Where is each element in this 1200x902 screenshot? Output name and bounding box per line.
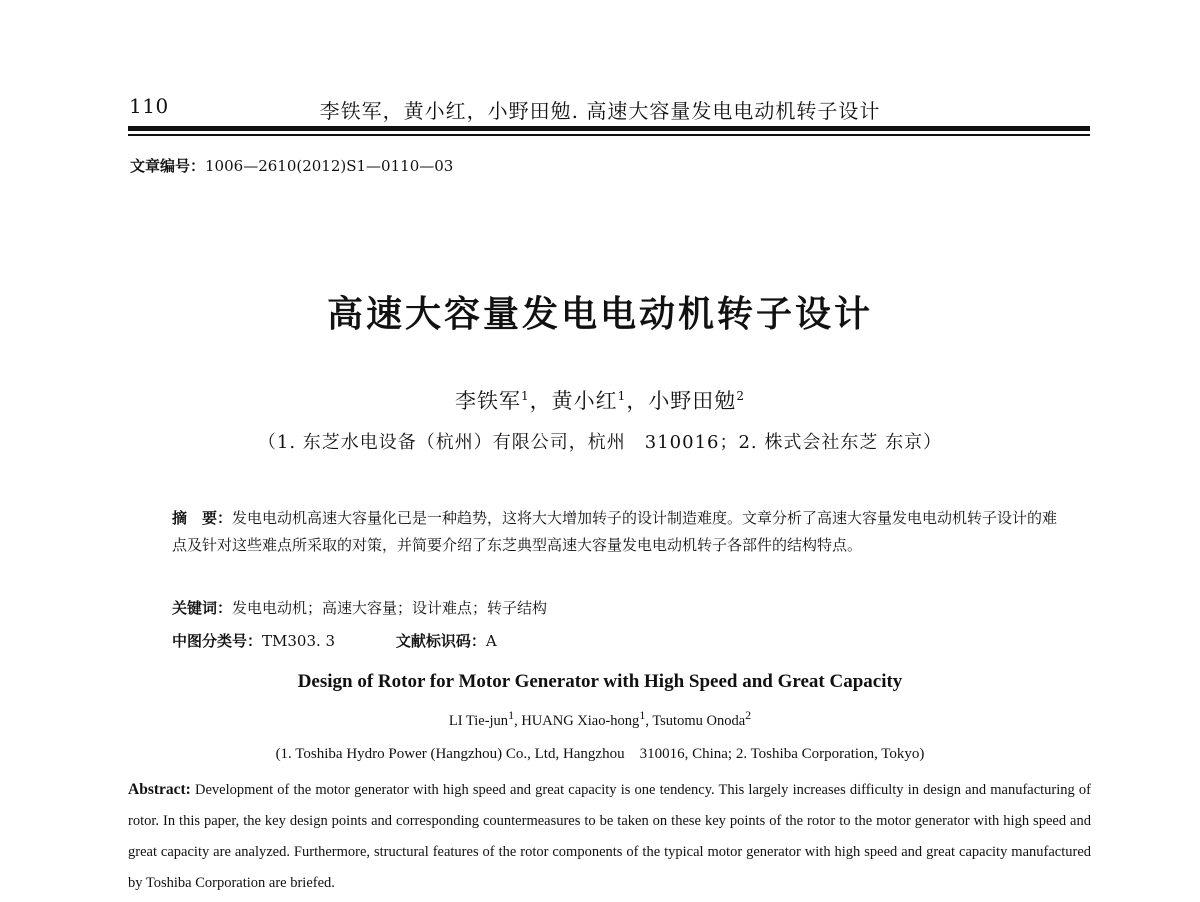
clc-value: TM303. 3 xyxy=(262,632,336,650)
author-affiliation-mark: 1 xyxy=(521,389,530,403)
article-number xyxy=(130,155,453,176)
keywords-zh-text: 发电电动机；高速大容量；设计难点；转子结构 xyxy=(232,599,548,617)
doc-code-value: A xyxy=(485,632,497,650)
authors-zh xyxy=(0,385,1200,415)
doc-code xyxy=(396,632,497,650)
author-affiliation-mark: 2 xyxy=(745,708,752,723)
paper-title-en: Design of Rotor for Motor Generator with High Speed and Great Capacity xyxy=(297,671,903,692)
author-separator: , xyxy=(514,713,522,729)
author-name-en: HUANG Xiao-hong xyxy=(521,713,640,729)
author-name: 黄小红 xyxy=(551,389,618,413)
article-number-value: 1006—2610(2012)S1—0110—03 xyxy=(205,157,454,175)
author-affiliation-mark: 1 xyxy=(639,708,646,723)
abstract-en-text: Development of the motor generator with high speed and great capacity is one tendency. This largely increases difficulty in design and manufacturing of rotor. In this paper, the key design points and corresponding countermeasures to be taken on these key points of the rotor to the motor generator with high speed and great capacity are analyzed. Furthermore, structural features of the rotor components of the typical motor generator with high speed and great capacity manufactured by Toshiba Corporation are briefed. xyxy=(128,782,1092,891)
keywords-zh xyxy=(172,597,547,618)
doc-code-label: 文献标识码： xyxy=(395,632,486,650)
header-rule-thick xyxy=(128,126,1090,131)
abstract-zh-text: 发电电动机高速大容量化已是一种趋势，这将大大增加转子的设计制造难度。文章分析了高速大容量发电电动机转子设计的难点及针对这些难点所采取的对策，并简要介绍了东芝典型高速大容量发电电动机转子各部件的结构特点。 xyxy=(172,509,1058,554)
author-name-en: Tsutomu Onoda xyxy=(652,713,746,729)
abstract-zh xyxy=(172,505,1072,559)
paper-title: 高速大容量发电电动机转子设计 xyxy=(326,294,873,335)
header-rule-thin xyxy=(128,134,1090,136)
author-name: 小野田勉 xyxy=(648,389,737,413)
author-name-en: LI Tie-jun xyxy=(448,713,509,729)
abstract-en-label: Abstract: xyxy=(128,781,191,798)
page-number: 110 xyxy=(129,94,169,118)
running-header: 李铁军，黄小红，小野田勉. 高速大容量发电电动机转子设计 xyxy=(319,99,881,123)
author-affiliation-mark: 1 xyxy=(508,708,515,723)
author-separator: , xyxy=(645,713,653,729)
authors-en xyxy=(0,708,1200,730)
author-name: 李铁军 xyxy=(455,389,522,413)
author-separator: ， xyxy=(529,389,552,413)
author-separator: ， xyxy=(626,389,649,413)
article-number-label: 文章编号： xyxy=(130,157,206,175)
keywords-zh-label: 关键词： xyxy=(172,599,233,617)
classification-row xyxy=(172,630,497,651)
author-affiliation-mark: 2 xyxy=(736,389,745,403)
clc-label: 中图分类号： xyxy=(172,632,263,650)
affiliations-en: (1. Toshiba Hydro Power (Hangzhou) Co., Ltd, Hangzhou 310016, China; 2. Toshiba Corporation, Tokyo) xyxy=(275,746,925,762)
affiliations-zh: （1. 东芝水电设备（杭州）有限公司，杭州 310016；2. 株式会社东芝 东京） xyxy=(257,432,943,453)
author-affiliation-mark: 1 xyxy=(617,389,627,403)
abstract-en xyxy=(128,774,1091,899)
abstract-zh-label: 摘 要： xyxy=(172,509,233,527)
